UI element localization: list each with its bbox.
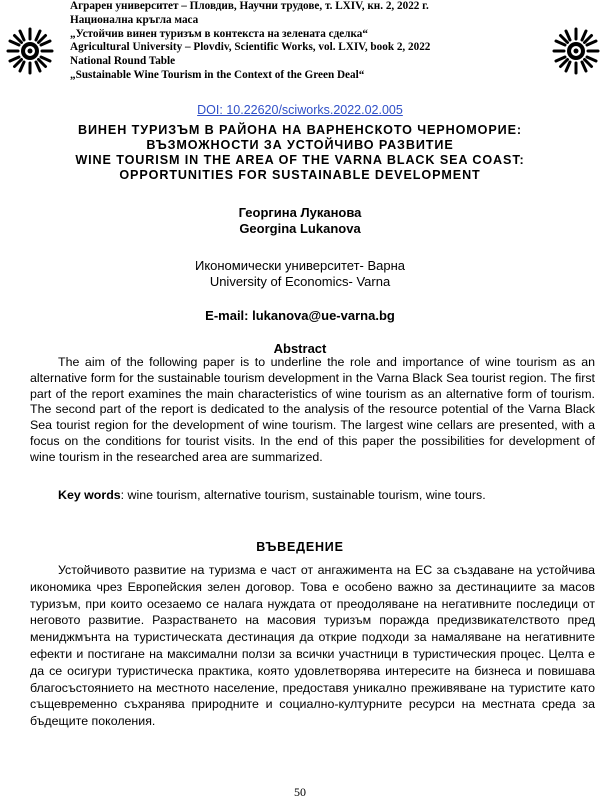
journal-header-text <box>70 0 540 83</box>
doi-link[interactable]: DOI: 10.22620/sciworks.2022.02.005 <box>197 103 403 117</box>
title-bg-line: ВИНЕН ТУРИЗЪМ В РАЙОНА НА ВАРНЕНСКОТО ЧЕРНОМОРИЕ: <box>77 123 523 137</box>
abstract-text: The aim of the following paper is to underline the role and importance of wine tourism as an alternative form for the sustainable tourism development in the Varna Black Sea tourist region. The first part of the report examines the main characteristics of wine tourism as an alternative form of tourism. The second part of the report is dedicated to the analysis of the resource potential of the Varna Black Sea tourist region for the development of wine tourism. The largest wine cellars are presented, with a focus on the conditions for tourist visits. In the end of this paper the possibilities for development of wine tourism in the researched area are summarized. <box>30 355 595 464</box>
authors <box>0 205 600 237</box>
section-paragraph: Устойчивото развитие на туризма е част от ангажимента на ЕС за създаване на устойчива икономика чрез Европейския зелен договор. Това е особено важно за дестинациите за масов туризъм, при които осезаемо се налага нуждата от преодоляване на негативните последици от неговото развитие. Разрастването на масовия туризъм поражда предизвикателството пред мениджмънта на туристическата дестинация да открие подходи за намаляване на негативните ефекти и постигане на максимални ползи за всички участници в туристическия процес. Целта е да се осигури туристическа практика, която удовлетворява интересите на бизнеса и повишава благосъстоянието на местното население, предоставя уникално преживяване на туристите като същевременно съхранява природните и социално-културните ресурси на местната среда за бъдещите поколения. <box>30 563 595 729</box>
author-email: E-mail: lukanova@ue-varna.bg <box>205 308 395 323</box>
abstract-heading: Abstract <box>273 341 327 356</box>
university-emblem-icon <box>552 27 600 75</box>
page-header <box>0 0 600 100</box>
header-line: „Устойчив винен туризъм в контекста на зелената сделка“ <box>70 27 368 40</box>
section-heading: ВЪВЕДЕНИЕ <box>256 540 344 554</box>
affiliation-bg: Икономически университет- Варна <box>194 258 406 273</box>
title-en-line: WINE TOURISM IN THE AREA OF THE VARNA BLACK SEA COAST: <box>75 153 525 167</box>
keywords-list: : wine tourism, alternative tourism, sustainable tourism, wine tours. <box>120 488 486 502</box>
header-line: „Sustainable Wine Tourism in the Context of the Green Deal“ <box>70 68 365 81</box>
header-line: Национална кръгла маса <box>70 13 199 26</box>
title-en-line: OPPORTUNITIES FOR SUSTAINABLE DEVELOPMENT <box>119 168 481 182</box>
university-emblem-icon <box>6 27 54 75</box>
affiliation <box>0 258 600 290</box>
keywords-label: Key words <box>58 488 121 502</box>
header-line: Agricultural University – Plovdiv, Scientific Works, vol. LXIV, book 2, 2022 <box>70 41 431 54</box>
author-name-en: Georgina Lukanova <box>239 221 361 236</box>
page-number: 50 <box>294 785 306 799</box>
title-bg-line: ВЪЗМОЖНОСТИ ЗА УСТОЙЧИВО РАЗВИТИЕ <box>146 138 454 152</box>
affiliation-en: University of Economics- Varna <box>209 274 391 289</box>
header-line: Аграрен университет – Пловдив, Научни трудове, т. LXIV, кн. 2, 2022 г. <box>70 0 429 12</box>
author-name-bg: Георгина Луканова <box>238 205 362 220</box>
paper-title <box>0 123 600 183</box>
keywords <box>30 488 595 504</box>
header-line: National Round Table <box>70 55 176 68</box>
